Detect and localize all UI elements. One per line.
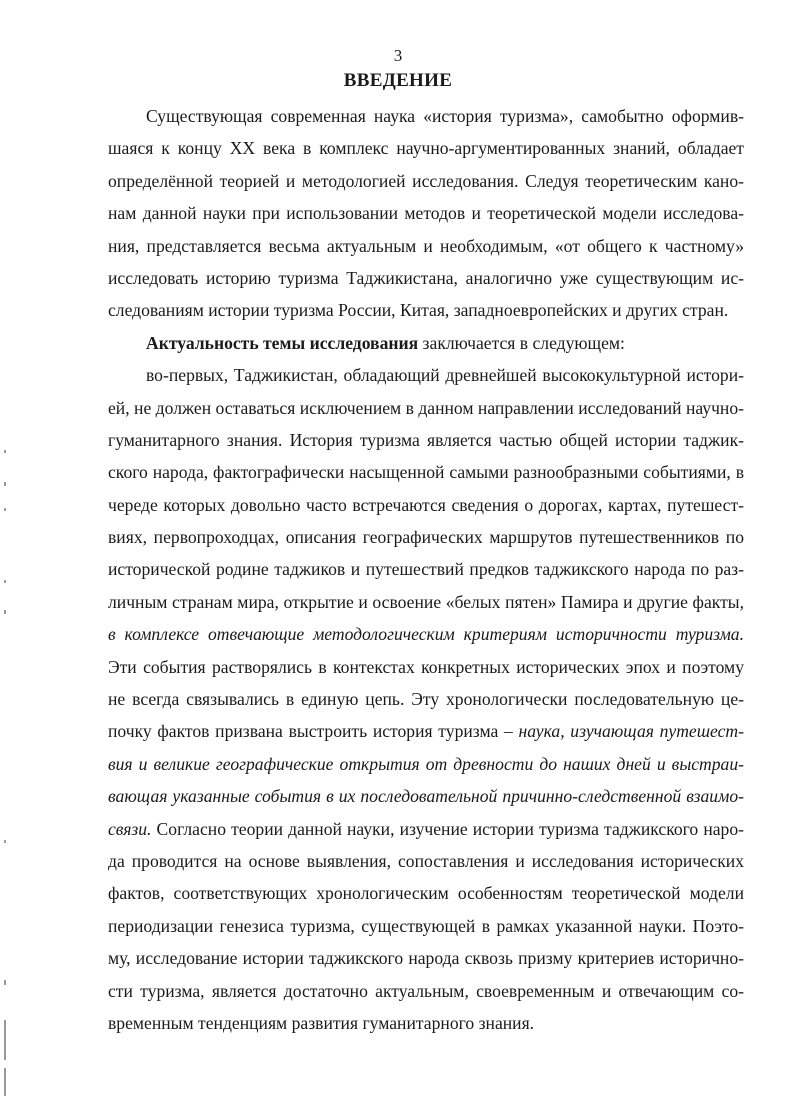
- body-text: [108, 100, 744, 1039]
- text-line: во-первых, Таджикистан, обладающий древнейшей высококультурной истори-: [146, 365, 744, 386]
- italic-phrase: вающая указанные события в их последовательной причинно-следственной взаимо-: [108, 786, 744, 807]
- text-line: фактов, соответствующих хронологическим особенностям теоретической модели: [108, 883, 744, 904]
- italic-phrase: вия и великие географические открытия от древности до наших дней и выстраи-: [108, 753, 744, 774]
- text-line: временным тенденциям развития гуманитарного знания.: [108, 1012, 535, 1033]
- text-line: не всегда связывались в единую цепь. Эту хронологически последовательную це-: [108, 689, 744, 710]
- italic-phrase: наука, изучающая путешест-: [518, 721, 744, 742]
- text-line: связи. Согласно теории данной науки, изучение истории туризма таджикского наро-: [108, 818, 744, 839]
- text-line: да проводится на основе выявления, сопоставления и исследования исторических: [108, 850, 744, 871]
- text-line: [108, 618, 744, 650]
- text-line: ния, представляется весьма актуальным и необходимым, «от общего к частному»: [108, 235, 744, 256]
- text-line: шаяся к концу XX века в комплекс научно-аргументированных знаний, обладает: [108, 138, 744, 159]
- text-line: Актуальность темы исследования заключается в следующем:: [146, 332, 625, 353]
- text-line: ского народа, фактографически насыщенной самыми разнообразными событиями, в: [108, 462, 744, 483]
- text-line: череде которых довольно часто встречаются сведения о дорогах, картах, путешест-: [108, 494, 744, 515]
- text-line: периодизации генезиса туризма, существующей в рамках указанной науки. Поэто-: [108, 915, 744, 936]
- text-line: исторической родине таджиков и путешествий предков таджикского народа по раз-: [108, 559, 744, 580]
- italic-phrase: в комплексе отвечающие методологическим критериям историчности туризма.: [108, 624, 744, 645]
- scan-margin-marks: [4, 420, 10, 1100]
- text-line: му, исследование истории таджикского народа сквозь призму критериев исторично-: [108, 948, 744, 969]
- text-line: определённой теорией и методологией исследования. Следуя теоретическим кано-: [108, 170, 744, 191]
- text-line: [108, 748, 744, 780]
- text-line: почку фактов призвана выстроить история туризма – наука, изучающая путешест-: [108, 721, 744, 742]
- text-line: следованиям истории туризма России, Китая, западноевропейских и других стран.: [108, 300, 729, 321]
- text-line: виях, первопроходцах, описания географических маршрутов путешественников по: [108, 527, 744, 548]
- text-line: [108, 780, 744, 812]
- text-line: нам данной науки при использовании методов и теоретической модели исследова-: [108, 203, 744, 224]
- text-line: сти туризма, является достаточно актуальным, своевременным и отвечающим со-: [108, 980, 744, 1001]
- text-line: Эти события растворялись в контекстах конкретных исторических эпох и поэтому: [108, 656, 744, 677]
- italic-phrase: связи.: [108, 818, 152, 839]
- text-line: Существующая современная наука «история туризма», самобытно оформив-: [146, 106, 744, 126]
- text-line: личным странам мира, открытие и освоение «белых пятен» Памира и другие факты,: [108, 591, 744, 612]
- section-heading: ВВЕДЕНИЕ: [343, 70, 453, 91]
- text-line: исследовать историю туризма Таджикистана, аналогично уже существующим ис-: [108, 267, 744, 288]
- text-line: ей, не должен оставаться исключением в данном направлении исследований научно-: [108, 397, 744, 418]
- page-number: 3: [393, 46, 403, 65]
- text-line: гуманитарного знания. История туризма является частью общей истории таджик-: [108, 429, 744, 450]
- bold-phrase: Актуальность темы исследования: [146, 332, 419, 353]
